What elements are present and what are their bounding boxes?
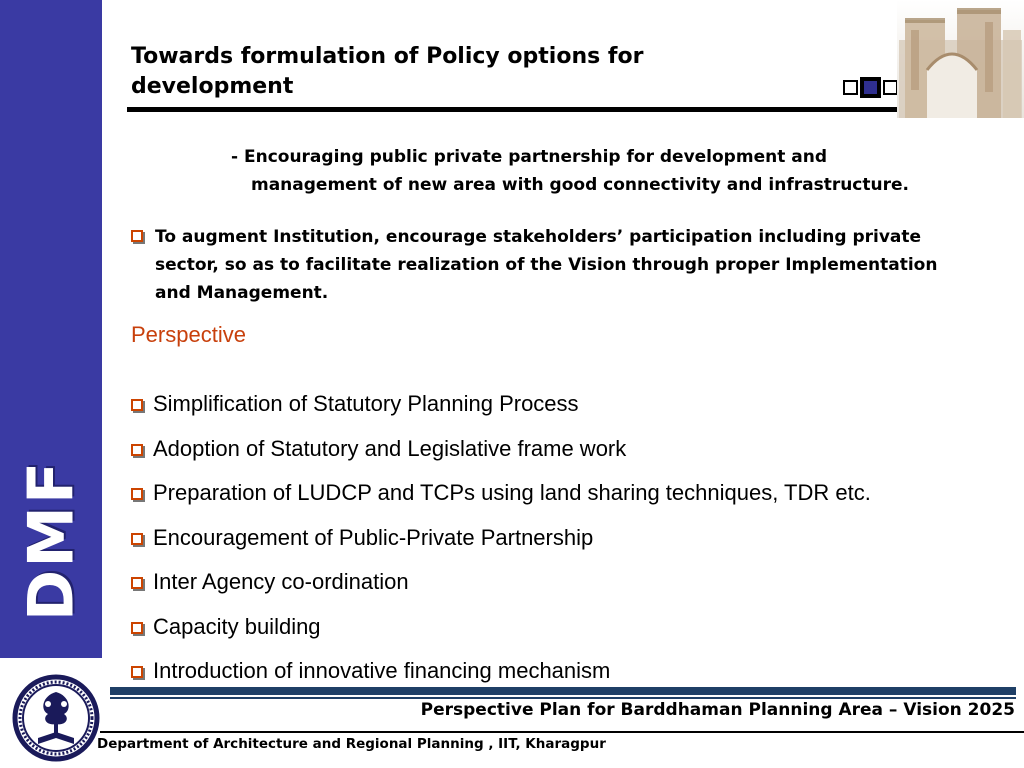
square-empty-icon [883, 80, 898, 95]
footer-rule-thick [110, 687, 1016, 695]
sub-point-paragraph [231, 143, 1011, 199]
title-underline [127, 107, 922, 112]
footer-rule-thin [110, 697, 1016, 699]
list-item-text: Inter Agency co-ordination [153, 569, 409, 595]
perspective-list [131, 382, 871, 694]
checkbox-bullet-icon [131, 533, 143, 545]
list-item [131, 560, 871, 605]
list-item [131, 471, 871, 516]
institution-bullet-text: To augment Institution, encourage stakeholders’ participation including private sector, so as to facilitate realization of the Vision through proper Implementation and Management. [155, 227, 938, 303]
list-item [131, 605, 871, 650]
footer-rule-bottom [100, 731, 1024, 733]
checkbox-bullet-icon [131, 666, 143, 678]
checkbox-bullet-icon [131, 444, 143, 456]
square-filled-icon [862, 79, 879, 96]
square-empty-icon [843, 80, 858, 95]
list-item-text: Capacity building [153, 613, 321, 639]
list-item-text: Encouragement of Public-Private Partnership [153, 524, 594, 550]
institution-bullet [131, 223, 961, 307]
list-item-text: Simplification of Statutory Planning Process [153, 391, 579, 417]
dmf-logo-text: DMF [14, 459, 88, 621]
checkbox-bullet-icon [131, 230, 143, 242]
perspective-heading: Perspective [131, 322, 246, 347]
slide-title: Towards formulation of Policy options for development [131, 44, 644, 99]
footer-department: Department of Architecture and Regional Planning , IIT, Kharagpur [97, 736, 606, 752]
dmf-logo [0, 440, 102, 640]
checkbox-bullet-icon [131, 399, 143, 411]
list-item [131, 382, 871, 427]
checkbox-bullet-icon [131, 622, 143, 634]
progress-squares-icon [843, 80, 898, 96]
list-item [131, 516, 871, 561]
iit-kharagpur-emblem [12, 674, 100, 764]
sub-point-line-1: - Encouraging public private partnership for development and [231, 147, 827, 167]
sub-point-line-2: management of new area with good connectivity and infrastructure. [251, 175, 909, 195]
checkbox-bullet-icon [131, 577, 143, 589]
heritage-gate-photo [897, 0, 1024, 118]
list-item-text: Introduction of innovative financing mechanism [153, 658, 611, 684]
list-item [131, 427, 871, 472]
checkbox-bullet-icon [131, 488, 143, 500]
footer-plan-title: Perspective Plan for Barddhaman Planning Area – Vision 2025 [420, 700, 1015, 720]
list-item-text: Adoption of Statutory and Legislative frame work [153, 435, 627, 461]
list-item-text: Preparation of LUDCP and TCPs using land sharing techniques, TDR etc. [153, 480, 871, 506]
